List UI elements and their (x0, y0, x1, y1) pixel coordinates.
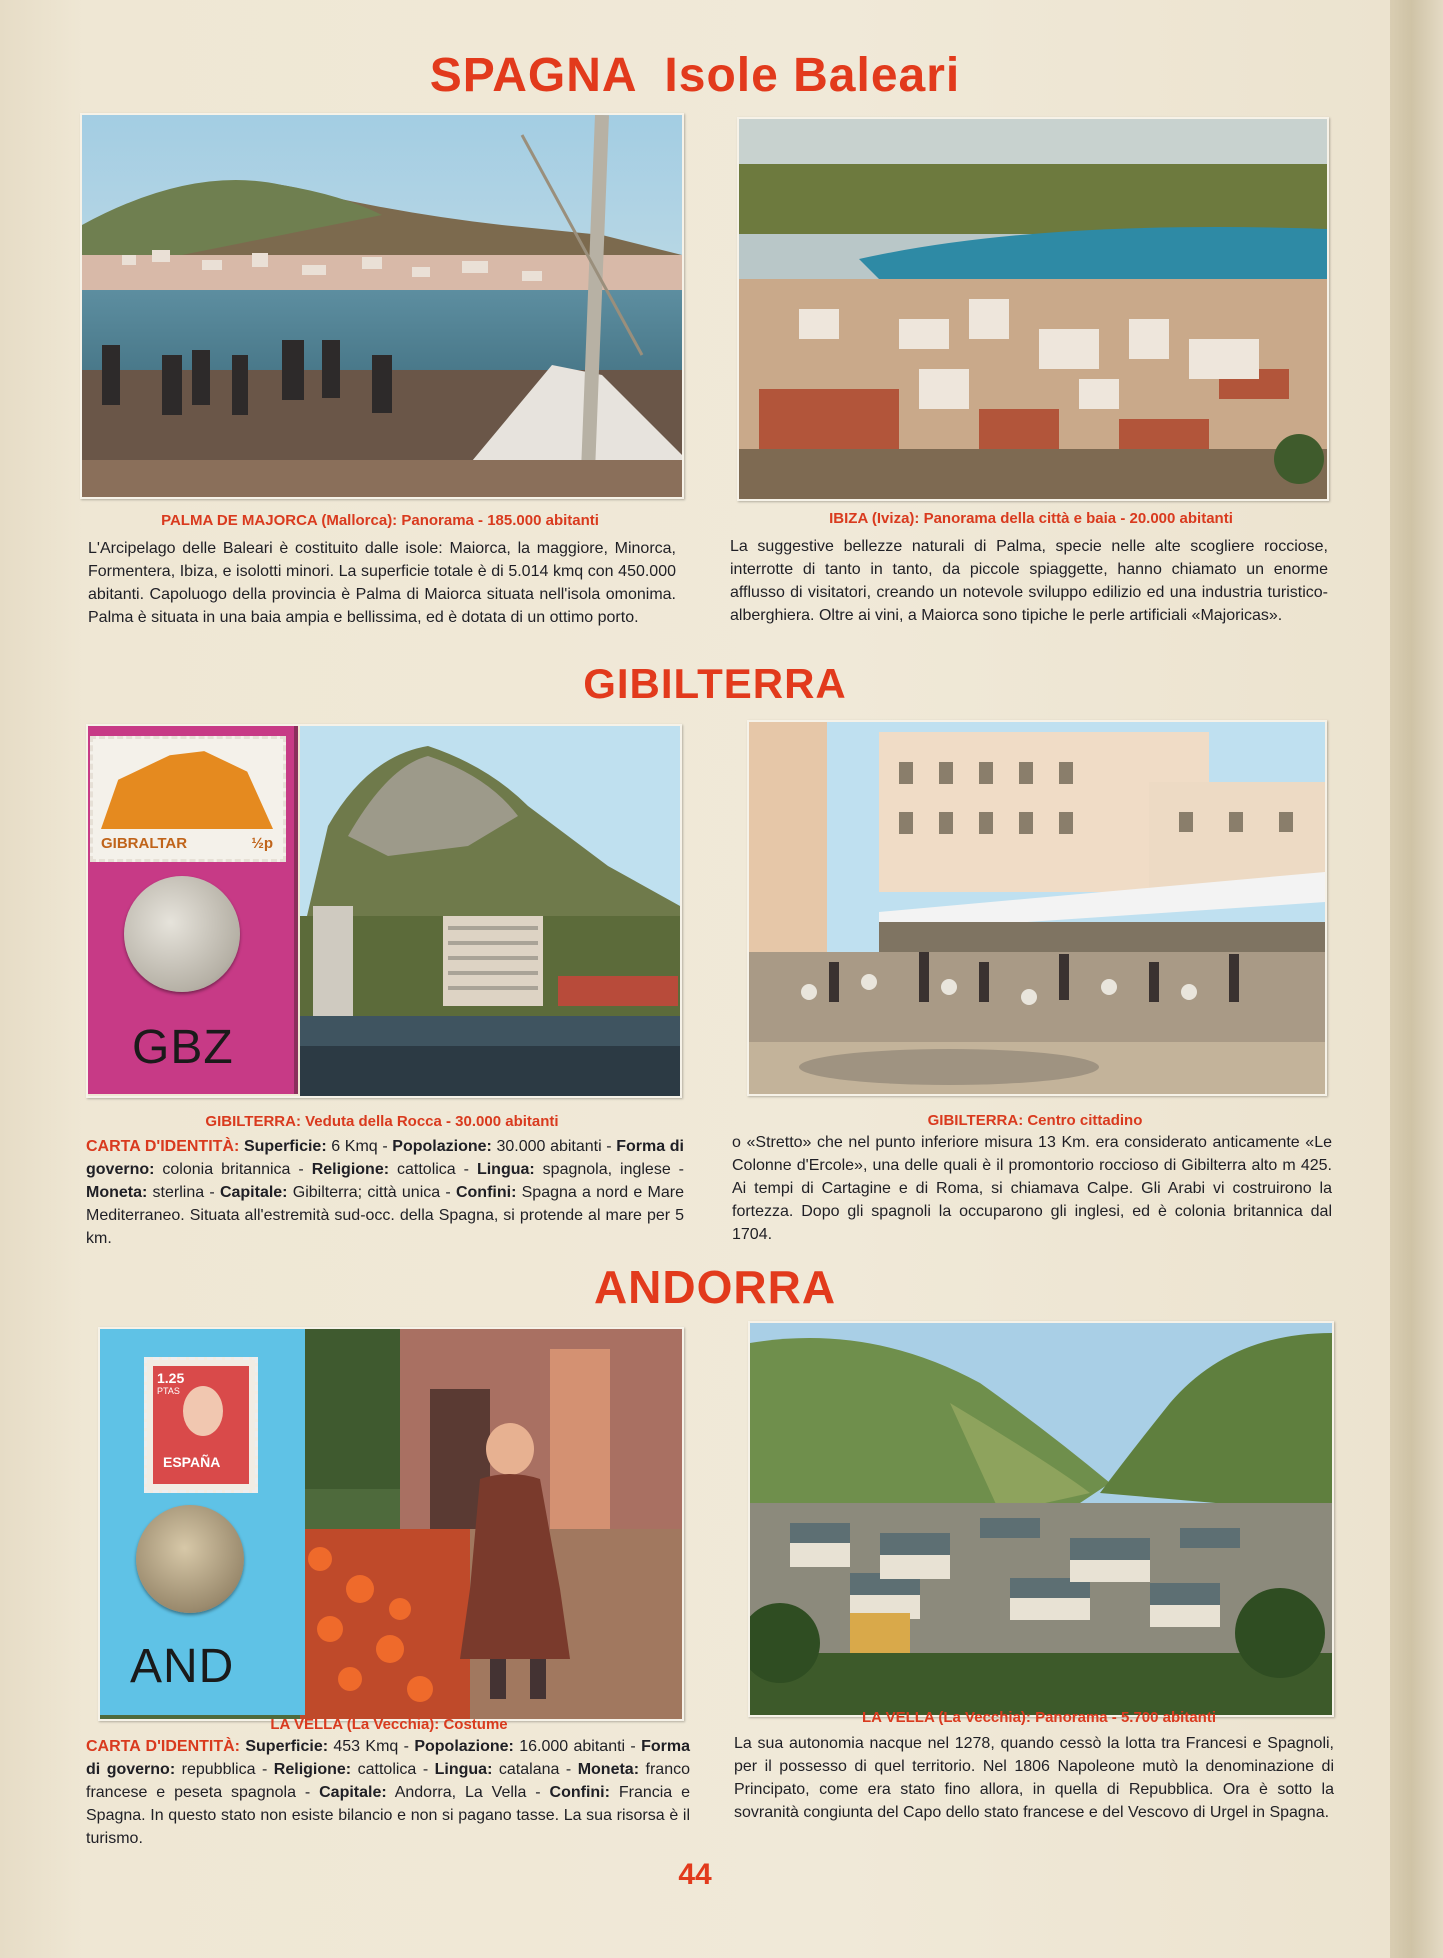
photo-ibiza (737, 117, 1329, 501)
stamp-gibraltar (90, 736, 286, 862)
stamp-country: GIBRALTAR (101, 835, 188, 852)
caption-la-vella-panorama: LA VELLA (La Vecchia): Panorama - 5.700 abitanti (862, 1709, 1216, 1726)
caption-gibilterra-centro: GIBILTERRA: Centro cittadino (927, 1112, 1143, 1129)
stamp-value-and: 1.25 (157, 1370, 185, 1386)
field-moneta-label: Moneta: (86, 1184, 148, 1201)
field-religione-label: Religione: (273, 1761, 352, 1778)
field-moneta-value: franco francese e peseta spagnola - (86, 1761, 690, 1801)
field-capitale-label: Capitale: (219, 1184, 288, 1201)
field-superficie-value: 6 Kmq - (326, 1138, 393, 1155)
stamp-panel-andorra (100, 1329, 305, 1715)
section-title-andorra: ANDORRA (593, 1261, 837, 1313)
identity-card-andorra (86, 1735, 690, 1850)
stamp-espana (144, 1357, 258, 1493)
stamp-value: ½p (251, 835, 273, 852)
field-superficie-value: 453 Kmq - (328, 1738, 415, 1755)
field-moneta-value: sterlina - (147, 1184, 220, 1201)
page-edge (1390, 0, 1443, 1958)
field-governo-value: colonia britannica - (154, 1161, 312, 1178)
field-governo-value: repubblica - (175, 1761, 274, 1778)
photo-palma-de-majorca (80, 113, 684, 499)
field-superficie-label: Superficie: (243, 1138, 327, 1155)
rock-icon (101, 747, 273, 829)
identity-card-gibilterra (86, 1135, 684, 1250)
photo-gibilterra-centro (747, 720, 1327, 1096)
field-governo-label: Forma di governo: (86, 1138, 684, 1178)
field-superficie-label: Superficie: (245, 1738, 329, 1755)
photo-la-vella-panorama (748, 1321, 1334, 1717)
field-confini-label: Confini: (549, 1784, 610, 1801)
section-title-gibilterra: GIBILTERRA (583, 660, 847, 707)
field-religione-label: Religione: (311, 1161, 390, 1178)
field-governo-label: Forma di governo: (86, 1738, 691, 1778)
portrait-icon (153, 1366, 249, 1484)
section-title-spagna: SPAGNA Isole Baleari (429, 49, 961, 102)
caption-gibilterra-rocca: GIBILTERRA: Veduta della Rocca - 30.000 abitanti (205, 1113, 559, 1130)
caption-la-vella-costume: LA VELLA (La Vecchia): Costume (270, 1716, 508, 1733)
country-code-gbz: GBZ (132, 1021, 234, 1074)
field-confini-value: Spagna a nord e Mare Mediterraneo. Situata all'estremità sud-occ. della Spagna, si protende al mare per 5 km. (86, 1184, 684, 1247)
coin-gibraltar (124, 876, 240, 992)
country-code-and: AND (130, 1640, 235, 1693)
field-lingua-value: spagnola, inglese - (534, 1161, 685, 1178)
caption-ibiza: IBIZA (Iviza): Panorama della città e baia - 20.000 abitanti (829, 510, 1233, 527)
field-religione-value: cattolica - (389, 1161, 477, 1178)
text-baleari-right: La suggestive bellezze naturali di Palma, specie nelle alte scogliere rocciose, interrotte di tanto in tanto, da piccole spiaggette, hanno chiamato un enorme afflusso di visitatori, creando un notevole sviluppo edilizio ed una industria turistico-alberghiera. Oltre ai vini, a Maiorca sono tipiche le perle artificiali «Majoricas». (730, 538, 1328, 624)
field-capitale-label: Capitale: (319, 1784, 387, 1801)
field-popolazione-value: 16.000 abitanti - (513, 1738, 642, 1755)
field-lingua-value: catalana - (492, 1761, 578, 1778)
field-lingua-label: Lingua: (434, 1761, 493, 1778)
text-gibilterra-right: o «Stretto» che nel punto inferiore misura 13 Km. era considerato anticamente «Le Colonne d'Ercole», una delle quali è il promontorio roccioso di Gibilterra alto m 425. Ai tempi di Cartagine e di Roma, si chiamava Calpe. Gli Arabi vi costruirono la fortezza. Dopo gli spagnoli la occuparono gli inglesi, ed è colonia britannica dal 1704. (732, 1134, 1332, 1243)
field-confini-value: Francia e Spagna. In questo stato non esiste bilancio e non si pagano tasse. La sua risorsa è il turismo. (86, 1784, 691, 1847)
text-andorra-right: La sua autonomia nacque nel 1278, quando cessò la lotta tra Francesi e Spagnoli, per il possesso di quel territorio. Nel 1806 Napoleone mutò la denominazione di Principato, come era stato fino allora, in quella di Repubblica. Ora è sotto la sovranità congiunta del Capo dello stato francese e del Vescovo di Urgel in Spagna. (734, 1735, 1334, 1821)
coin-andorra (136, 1505, 244, 1613)
field-popolazione-value: 30.000 abitanti - (491, 1138, 617, 1155)
field-confini-label: Confini: (455, 1184, 517, 1201)
identity-card-label: CARTA D'IDENTITÀ: (86, 1738, 241, 1755)
identity-card-label: CARTA D'IDENTITÀ: (86, 1138, 240, 1155)
stamp-panel-gibraltar (88, 726, 298, 1094)
stamp-country-and: ESPAÑA (163, 1454, 221, 1470)
text-baleari-left: L'Arcipelago delle Baleari è costituito dalle isole: Maiorca, la maggiore, Minorca, Formentera, Ibiza, e isolotti minori. La superficie totale è di 5.014 kmq con 450.000 abitanti. Capoluogo della provincia è Palma di Maiorca situata nell'isola omonima. Palma è situata in una baia ampia e bellissima, ed è dotata di un ottimo porto. (88, 540, 676, 626)
field-religione-value: cattolica - (351, 1761, 435, 1778)
caption-palma: PALMA DE MAJORCA (Mallorca): Panorama - 185.000 abitanti (161, 512, 599, 529)
page-number: 44 (678, 1858, 712, 1891)
field-capitale-value: Gibilterra; città unica - (287, 1184, 456, 1201)
stamp-unit-and: PTAS (157, 1386, 180, 1396)
field-capitale-value: Andorra, La Vella - (386, 1784, 550, 1801)
field-popolazione-label: Popolazione: (414, 1738, 514, 1755)
face-icon (183, 1386, 223, 1436)
field-popolazione-label: Popolazione: (392, 1138, 492, 1155)
field-moneta-label: Moneta: (577, 1761, 640, 1778)
field-lingua-label: Lingua: (476, 1161, 535, 1178)
